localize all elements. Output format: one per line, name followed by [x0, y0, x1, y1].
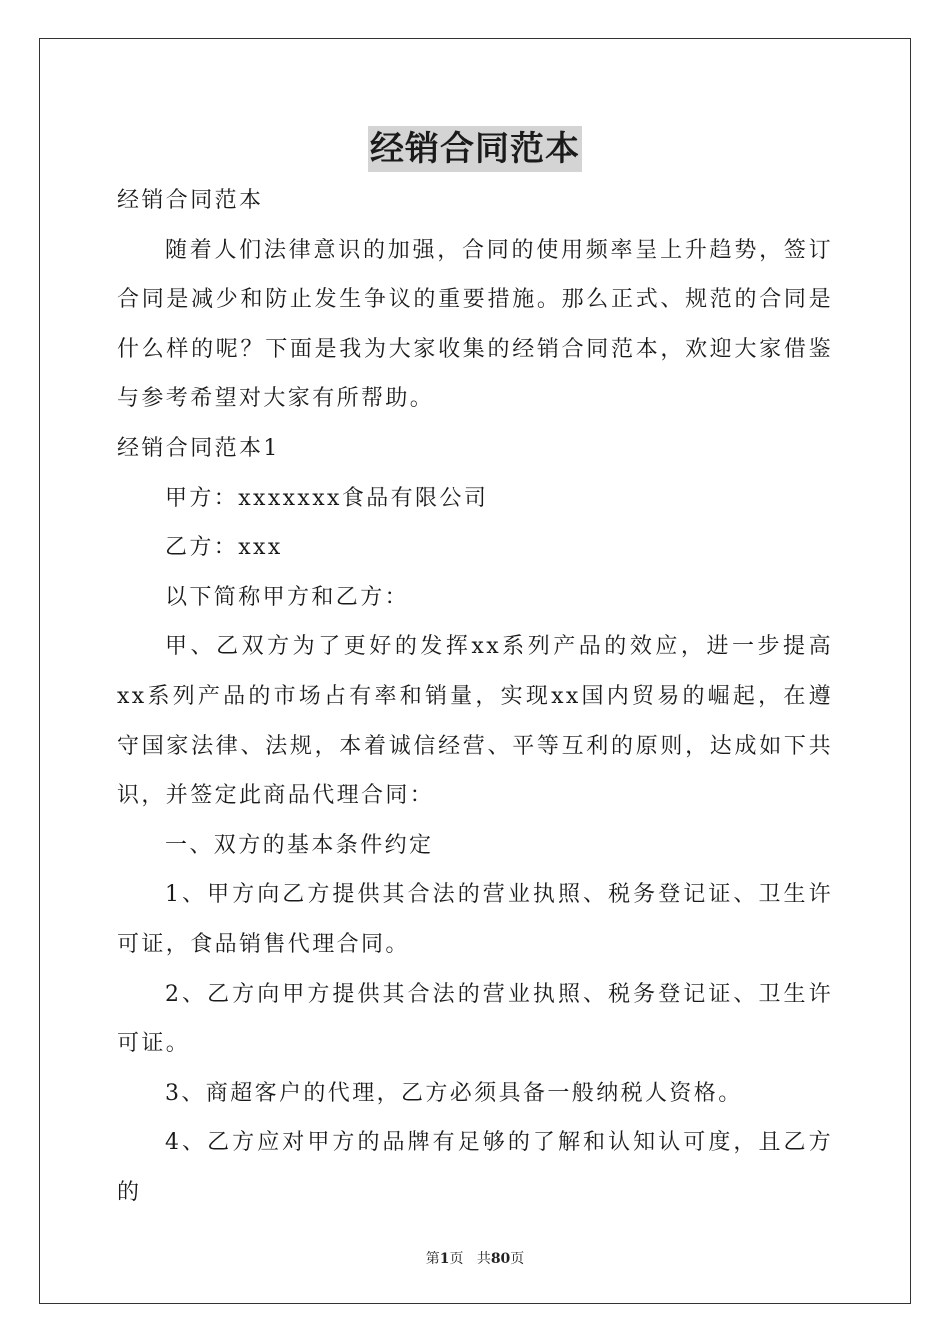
- footer-total-prefix: 共: [476, 1251, 491, 1267]
- footer-total-pages: 80: [490, 1251, 511, 1267]
- paragraph-clause-4: 4、乙方应对甲方的品牌有足够的了解和认知认可度，且乙方的: [117, 1130, 833, 1205]
- footer-page-number: 1: [439, 1251, 450, 1267]
- footer-page-suffix: 页: [449, 1251, 464, 1267]
- paragraph-intro: 随着人们法律意识的加强，合同的使用频率呈上升趋势，签订合同是减少和防止发生争议的重要措施。那么正式、规范的合同是什么样的呢？下面是我为大家收集的经销合同范本，欢迎大家借鉴与参考希望对大家有所帮助。: [117, 237, 833, 412]
- paragraph-party-a: 甲方：xxxxxxx食品有限公司: [165, 485, 489, 511]
- paragraph-party-b: 乙方：xxx: [165, 535, 283, 561]
- footer-total-suffix: 页: [510, 1251, 525, 1267]
- paragraph-clause-2: 2、乙方向甲方提供其合法的营业执照、税务登记证、卫生许可证。: [117, 981, 833, 1057]
- paragraph-subtitle: 经销合同范本: [117, 188, 264, 213]
- document-body: [117, 176, 833, 1217]
- paragraph-clause-3: 3、商超客户的代理，乙方必须具备一般纳税人资格。: [165, 1080, 743, 1106]
- paragraph-clause-1: 1、甲方向乙方提供其合法的营业执照、税务登记证、卫生许可证，食品销售代理合同。: [117, 882, 833, 957]
- page-footer: [0, 1248, 950, 1268]
- paragraph-section-heading: 经销合同范本1: [117, 435, 280, 461]
- document-title: [0, 126, 950, 172]
- paragraph-clause-heading: 一、双方的基本条件约定: [165, 832, 434, 858]
- paragraph-preamble: 甲、乙双方为了更好的发挥xx系列产品的效应，进一步提高xx系列产品的市场占有率和销量，实现xx国内贸易的崛起，在遵守国家法律、法规，本着诚信经营、平等互利的原则，达成如下共识，并签定此商品代理合同：: [117, 634, 833, 809]
- paragraph-abbreviation: 以下简称甲方和乙方：: [165, 584, 410, 610]
- document-title-text: 经销合同范本: [368, 126, 582, 172]
- footer-page-prefix: 第: [425, 1251, 440, 1267]
